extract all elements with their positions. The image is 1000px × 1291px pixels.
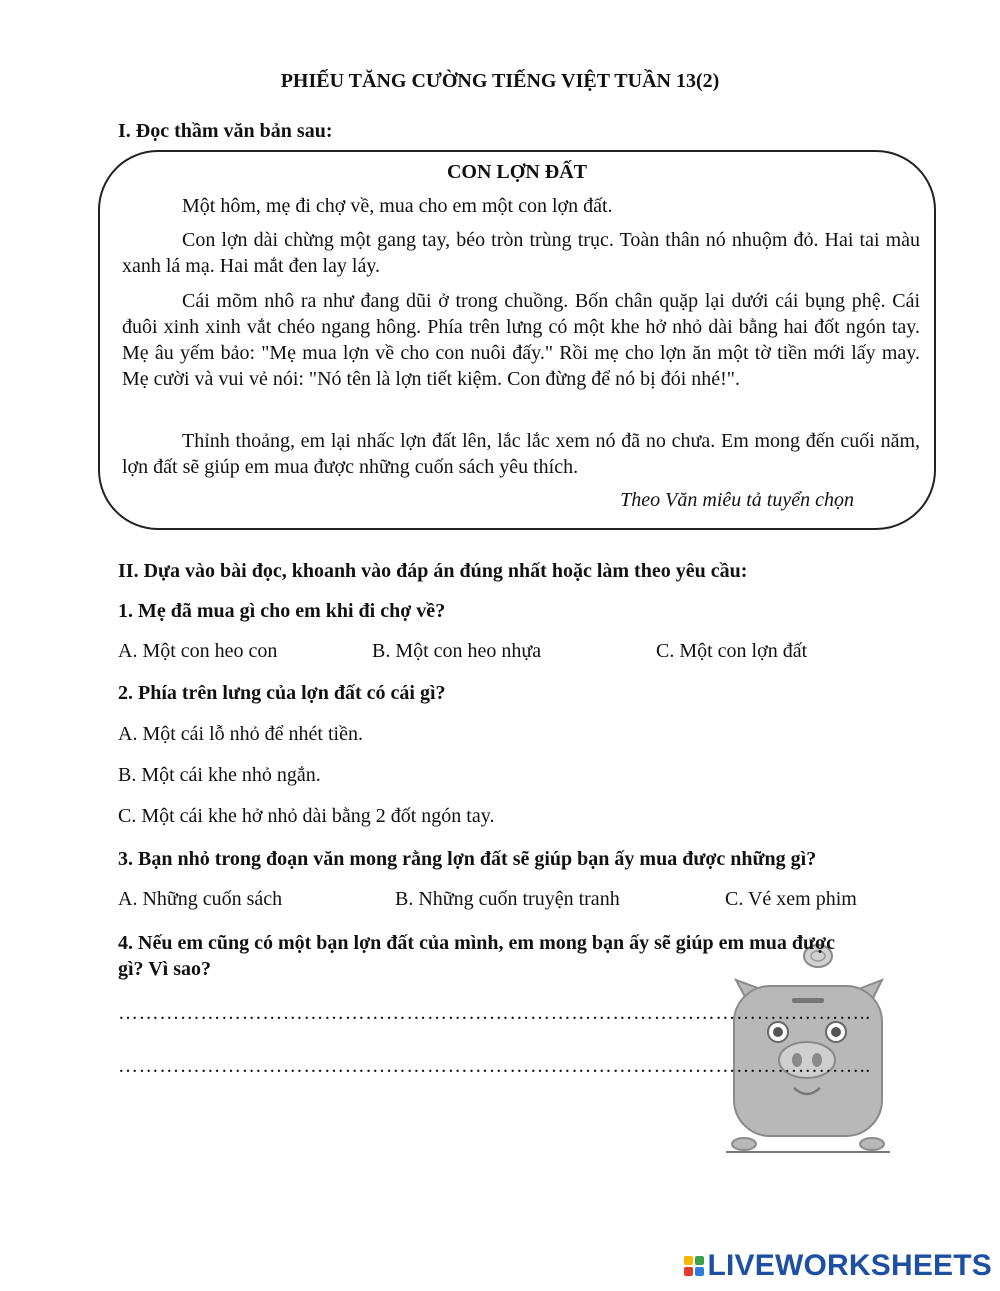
page-title: PHIẾU TĂNG CƯỜNG TIẾNG VIỆT TUẦN 13(2) [280,70,720,92]
q3-option-b[interactable]: B. Những cuốn truyện tranh [395,888,620,910]
section2-heading: II. Dựa vào bài đọc, khoanh vào đáp án đúng nhất hoặc làm theo yêu cầu: [118,560,748,582]
q1-option-a[interactable]: A. Một con heo con [118,640,278,662]
logo-text: LIVEWORKSHEETS [707,1249,992,1282]
question-4-line-1: 4. Nếu em cũng có một bạn lợn đất của mình, em mong bạn ấy sẽ giúp em mua được [118,932,835,954]
q2-option-a[interactable]: A. Một cái lỗ nhỏ để nhét tiền. [118,723,363,745]
logo-mark-icon [684,1256,704,1276]
question-2: 2. Phía trên lưng của lợn đất có cái gì? [118,682,446,704]
q2-option-b[interactable]: B. Một cái khe nhỏ ngắn. [118,764,321,786]
story-paragraph-1: Một hôm, mẹ đi chợ về, mua cho em một con lợn đất. [182,195,613,217]
section1-heading: I. Đọc thầm văn bản sau: [118,120,333,142]
answer-line-1[interactable]: ……………………………………………………………………………………………….. [118,1002,871,1024]
question-4-line-2: gì? Vì sao? [118,958,211,980]
liveworksheets-logo [684,1249,993,1283]
story-paragraph-2: Con lợn dài chừng một gang tay, béo tròn trùng trục. Toàn thân nó nhuộm đỏ. Hai tai màu xanh lá mạ. Hai mắt đen lay láy. [122,229,920,277]
q1-option-b[interactable]: B. Một con heo nhựa [372,640,542,662]
story-paragraph-3: Cái mõm nhô ra như đang dũi ở trong chuồng. Bốn chân quặp lại dưới cái bụng phệ. Cái đuôi xinh xinh vắt chéo ngang hông. Phía trên lưng có một khe hở nhỏ dài bằng hai đốt ngón tay. Mẹ âu yếm bảo: "Mẹ mua lợn về cho con nuôi đấy." Rồi mẹ cho lợn ăn một tờ tiền mới lấy may. Mẹ cười và vui vẻ nói: "Nó tên là lợn tiết kiệm. Con đừng để nó bị đói nhé!". [122,290,920,390]
question-1: 1. Mẹ đã mua gì cho em khi đi chợ về? [118,600,446,622]
q3-option-a[interactable]: A. Những cuốn sách [118,888,283,910]
story-source: Theo Văn miêu tả tuyển chọn [620,489,854,511]
q3-option-c[interactable]: C. Vé xem phim [725,888,857,910]
q1-option-c[interactable]: C. Một con lợn đất [656,640,808,662]
q2-option-c[interactable]: C. Một cái khe hở nhỏ dài bằng 2 đốt ngón tay. [118,805,495,827]
question-3: 3. Bạn nhỏ trong đoạn văn mong rằng lợn đất sẽ giúp bạn ấy mua được những gì? [118,848,817,870]
piggy-bank-illustration [722,940,892,1155]
story-paragraph-4: Thỉnh thoảng, em lại nhấc lợn đất lên, lắc lắc xem nó đã no chưa. Em mong đến cuối năm, lợn đất sẽ giúp em mua được những cuốn sách yêu thích. [122,430,920,478]
story-title: CON LỢN ĐẤT [446,161,587,183]
answer-line-2[interactable]: ……………………………………………………………………………………………….. [118,1055,871,1077]
